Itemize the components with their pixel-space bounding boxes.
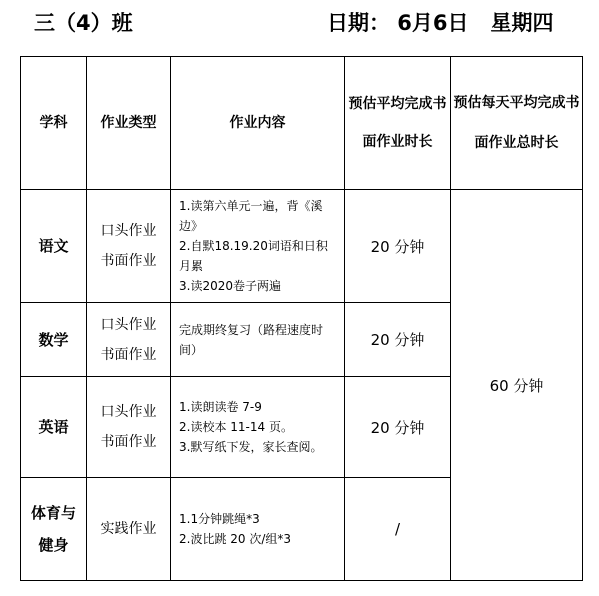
header-total: 预估每天平均完成书面作业总时长 [451, 57, 583, 190]
subject-cell: 数学 [21, 303, 87, 377]
homework-table [20, 56, 583, 581]
date-line: 日期： 6月6日 星期四 [327, 11, 554, 35]
content-item: 1.1分钟跳绳*3 [179, 512, 260, 526]
type-item: 口头作业 [100, 223, 157, 239]
header-row [21, 57, 583, 190]
type-item: 实践作业 [100, 521, 157, 537]
content-cell [171, 190, 345, 303]
content-cell [171, 303, 345, 377]
duration-cell: 20 分钟 [345, 303, 451, 377]
duration-cell: 20 分钟 [345, 377, 451, 478]
content-cell [171, 377, 345, 478]
subject-text: 体育与健身 [30, 504, 76, 554]
content-item: 3.读2020卷子两遍 [179, 279, 281, 293]
type-item: 口头作业 [100, 316, 157, 333]
header-subject: 学科 [21, 57, 87, 190]
table-row [21, 190, 583, 303]
duration-cell: / [345, 478, 451, 581]
type-cell [87, 303, 171, 377]
duration-cell: 20 分钟 [345, 190, 451, 303]
subject-cell [21, 478, 87, 581]
type-item: 书面作业 [100, 253, 157, 269]
total-time-cell: 60 分钟 [451, 190, 583, 581]
subject-cell: 语文 [21, 190, 87, 303]
header-content: 作业内容 [171, 57, 345, 190]
subject-cell: 英语 [21, 377, 87, 478]
content-item: 1.读第六单元一遍，背《溪边》 [179, 199, 323, 233]
content-item: 2.读校本 11-14 页。 [179, 420, 293, 434]
content-cell [171, 478, 345, 581]
content-item: 1.读朗读卷 7-9 [179, 400, 262, 414]
header-duration: 预估平均完成书面作业时长 [345, 57, 451, 190]
type-item: 书面作业 [100, 434, 157, 450]
type-cell [87, 190, 171, 303]
class-name: 三（4）班 [34, 11, 133, 35]
content-item: 3.默写纸下发，家长查阅。 [179, 440, 323, 454]
type-cell [87, 377, 171, 478]
header-type: 作业类型 [87, 57, 171, 190]
type-item: 书面作业 [100, 346, 157, 363]
content-item: 2.波比跳 20 次/组*3 [179, 532, 292, 546]
type-cell [87, 478, 171, 581]
type-item: 口头作业 [100, 404, 157, 420]
content-item: 完成期终复习（路程速度时间） [179, 322, 324, 357]
content-item: 2.自默18.19.20词语和日积月累 [179, 239, 328, 273]
